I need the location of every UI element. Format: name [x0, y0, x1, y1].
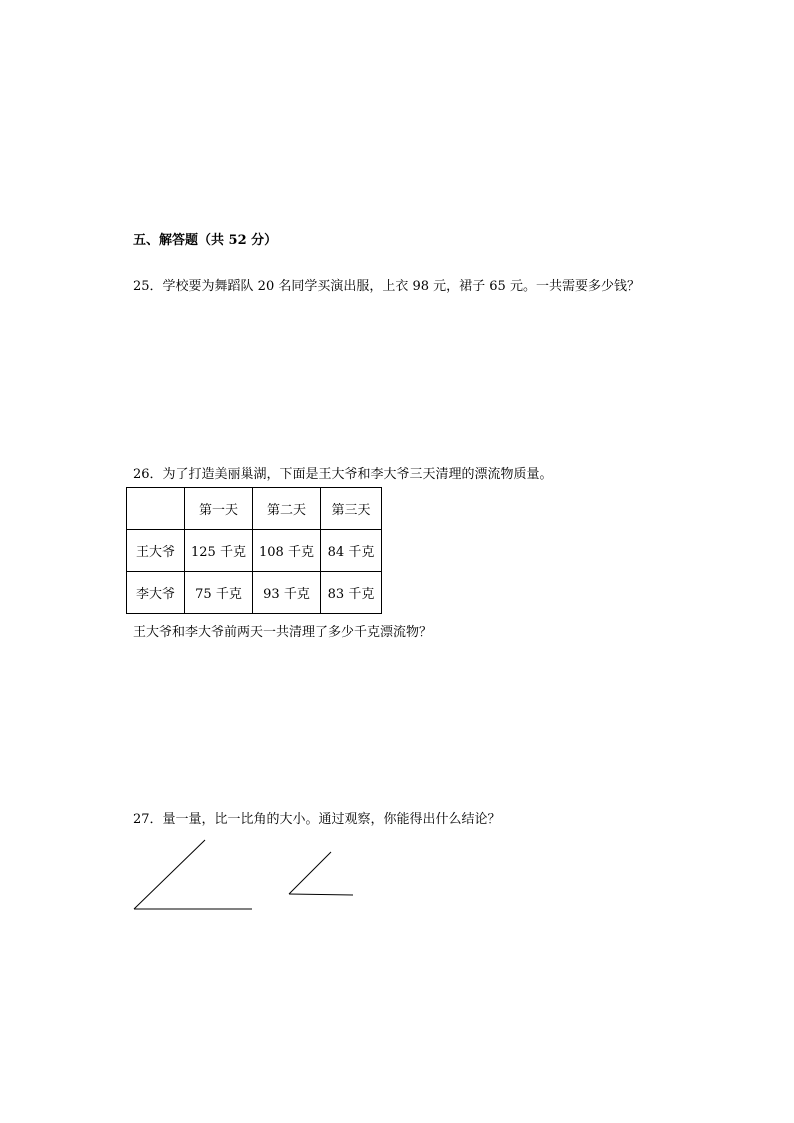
section-title: 五、解答题（共 52 分）	[133, 233, 278, 248]
table-cell: 王大爷	[127, 530, 185, 572]
table-header-cell: 第二天	[253, 488, 321, 530]
question-26-subquestion: 王大爷和李大爷前两天一共清理了多少千克漂流物？	[133, 625, 433, 640]
table-header-cell: 第三天	[321, 488, 382, 530]
table-cell: 125 千克	[185, 530, 253, 572]
table-cell: 84 千克	[321, 530, 382, 572]
question-26: 26．为了打造美丽巢湖，下面是王大爷和李大爷三天清理的漂流物质量。	[133, 467, 553, 482]
small-angle-base	[289, 894, 353, 895]
table-cell: 75 千克	[185, 572, 253, 614]
table-cell: 李大爷	[127, 572, 185, 614]
small-angle-ray	[289, 852, 331, 894]
table-cell: 108 千克	[253, 530, 321, 572]
question-27: 27．量一量，比一比角的大小。通过观察，你能得出什么结论？	[133, 812, 501, 827]
table-header-cell: 第一天	[185, 488, 253, 530]
small-angle	[289, 852, 353, 895]
table-cell: 93 千克	[253, 572, 321, 614]
table-cell: 83 千克	[321, 572, 382, 614]
question-25: 25．学校要为舞蹈队 20 名同学买演出服，上衣 98 元，裙子 65 元。一共需要多少钱？	[133, 279, 640, 294]
large-angle	[134, 840, 252, 909]
large-angle-ray	[134, 840, 205, 909]
